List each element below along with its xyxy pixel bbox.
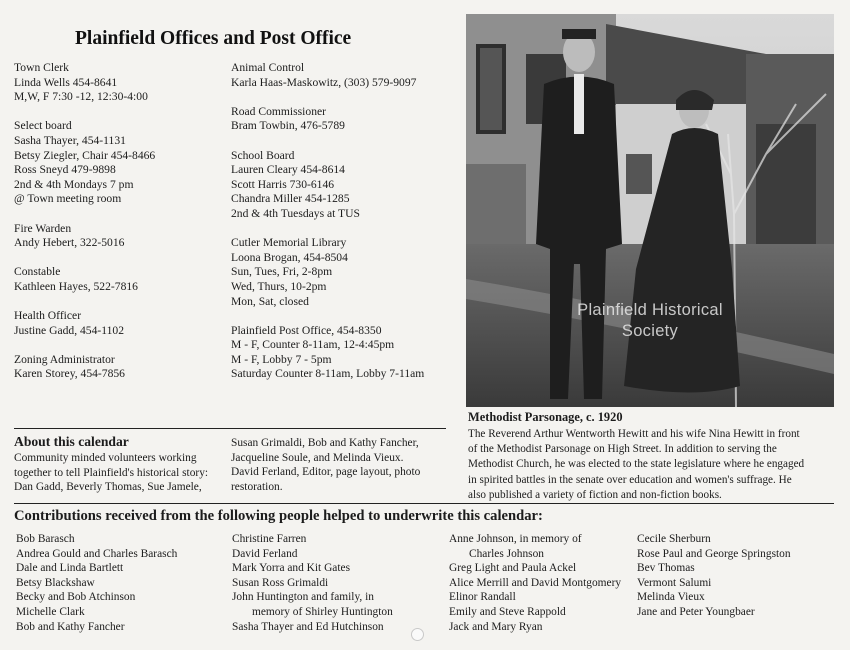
contributor-name: Bob and Kathy Fancher <box>16 620 125 633</box>
office-detail: M - F, Counter 8-11am, 12-4:45pm <box>231 338 395 352</box>
page-title: Plainfield Offices and Post Office <box>75 28 352 49</box>
parsonage-photo-illustration <box>466 14 834 407</box>
office-detail: Ross Sneyd 479-9898 <box>14 163 116 177</box>
office-detail: Betsy Ziegler, Chair 454-8466 <box>14 148 156 162</box>
office-detail: Andy Hebert, 322-5016 <box>14 236 125 250</box>
about-line: together to tell Plainfield's historical story: <box>14 466 209 479</box>
office-detail: Sun, Tues, Fri, 2-8pm <box>231 265 333 279</box>
contributor-name: Vermont Salumi <box>637 576 712 589</box>
watermark-line: Plainfield Historical <box>577 301 723 319</box>
contributor-name: Christine Farren <box>232 533 307 545</box>
about-line: Jacqueline Soule, and Melinda Vieux. <box>231 451 404 464</box>
office-detail: Scott Harris 730-6146 <box>231 177 335 191</box>
contributor-name: David Ferland <box>232 547 298 560</box>
office-name: Road Commissioner <box>231 104 327 118</box>
office-detail: Bram Towbin, 476-5789 <box>231 119 345 133</box>
caption-line: Methodist Church, he was elected to the state legislature where he engaged <box>468 458 805 471</box>
contributor-name: Sasha Thayer and Ed Hutchinson <box>232 620 384 633</box>
about-text-right <box>231 436 441 494</box>
caption-line: The Reverend Arthur Wentworth Hewitt and his wife Nina Hewitt in front <box>468 428 800 440</box>
office-detail: Karla Haas-Maskowitz, (303) 579-9097 <box>231 75 417 89</box>
binding-hole <box>411 628 424 641</box>
office-entry <box>14 353 219 382</box>
office-detail: Chandra Miller 454-1285 <box>231 192 350 206</box>
office-name: Plainfield Post Office, 454-8350 <box>231 323 382 337</box>
about-line: Community minded volunteers working <box>14 452 197 464</box>
contributor-name: Betsy Blackshaw <box>16 576 95 589</box>
office-detail: M,W, F 7:30 -12, 12:30-4:00 <box>14 90 148 104</box>
office-detail: Lauren Cleary 454-8614 <box>231 163 345 177</box>
contributor-name: Bob Barasch <box>16 533 75 545</box>
caption-line: also published a variety of fiction and non-fiction books. <box>468 488 722 501</box>
office-name: Select board <box>14 119 72 133</box>
about-line: restoration. <box>231 480 283 493</box>
office-detail: Mon, Sat, closed <box>231 294 309 308</box>
caption-line: of the Methodist Parsonage on High Street. In addition to serving the <box>468 443 777 456</box>
watermark <box>466 300 834 342</box>
office-detail: Saturday Counter 8-11am, Lobby 7-11am <box>231 367 425 381</box>
contributors-column <box>232 532 393 634</box>
office-entry <box>14 309 219 338</box>
contributor-name: Melinda Vieux <box>637 591 705 604</box>
offices-right-column <box>231 61 463 382</box>
contributor-name: Alice Merrill and David Montgomery <box>449 576 622 589</box>
contributors-column <box>16 532 177 634</box>
office-detail: M - F, Lobby 7 - 5pm <box>231 352 332 366</box>
office-detail: @ Town meeting room <box>14 192 122 206</box>
watermark-line: Society <box>621 322 679 340</box>
about-divider <box>14 428 446 429</box>
contributor-name: memory of Shirley Huntington <box>252 605 393 618</box>
about-line: David Ferland, Editor, page layout, photo <box>231 466 421 479</box>
photo-caption-title: Methodist Parsonage, c. 1920 <box>468 410 623 424</box>
contributor-name: Cecile Sherburn <box>637 533 711 545</box>
office-detail: Loona Brogan, 454-8504 <box>231 250 348 264</box>
office-entry <box>14 119 219 207</box>
office-detail: 2nd & 4th Tuesdays at TUS <box>231 206 360 220</box>
office-detail: Sasha Thayer, 454-1131 <box>14 133 126 147</box>
office-entry <box>231 324 463 382</box>
office-detail: Justine Gadd, 454-1102 <box>14 323 125 337</box>
contributor-name: Mark Yorra and Kit Gates <box>232 562 350 575</box>
contributor-name: Rose Paul and George Springston <box>637 547 791 560</box>
contributor-name: Andrea Gould and Charles Barasch <box>16 547 178 560</box>
offices-left-column <box>14 61 219 382</box>
office-name: Town Clerk <box>14 61 69 74</box>
office-entry <box>14 61 219 105</box>
contributor-name: Charles Johnson <box>469 547 544 560</box>
office-name: Animal Control <box>231 61 305 74</box>
office-name: Health Officer <box>14 309 82 323</box>
office-detail: Karen Storey, 454-7856 <box>14 367 125 381</box>
office-detail: Kathleen Hayes, 522-7816 <box>14 279 138 293</box>
contributor-name: Michelle Clark <box>16 605 85 618</box>
contributor-name: Emily and Steve Rappold <box>449 605 566 618</box>
office-entry <box>231 105 463 134</box>
office-detail: Wed, Thurs, 10-2pm <box>231 279 327 293</box>
office-entry <box>14 265 219 294</box>
about-line: Susan Grimaldi, Bob and Kathy Fancher, <box>231 437 419 449</box>
historical-photo <box>466 14 834 407</box>
office-entry <box>231 236 463 309</box>
office-name: Cutler Memorial Library <box>231 236 347 250</box>
office-entry <box>231 61 463 90</box>
about-line: Dan Gadd, Beverly Thomas, Sue Jamele, <box>14 481 202 494</box>
contributor-name: Greg Light and Paula Ackel <box>449 562 577 575</box>
contributor-name: Susan Ross Grimaldi <box>232 576 329 589</box>
photo-caption-body <box>468 427 836 503</box>
contributions-divider <box>14 503 834 504</box>
office-name: Fire Warden <box>14 221 72 235</box>
contributor-name: Becky and Bob Atchinson <box>16 591 136 604</box>
office-entry <box>231 149 463 222</box>
contributor-name: John Huntington and family, in <box>232 591 374 604</box>
contributors-column <box>637 532 791 620</box>
contributor-name: Anne Johnson, in memory of <box>449 533 582 545</box>
about-text-left <box>14 451 219 495</box>
office-name: School Board <box>231 148 295 162</box>
contributors-column <box>449 532 621 634</box>
caption-line: in spirited battles in the senate over education and women's suffrage. He <box>468 473 792 486</box>
contributor-name: Jane and Peter Youngbaer <box>637 605 755 618</box>
contributor-name: Dale and Linda Bartlett <box>16 562 124 575</box>
contributor-name: Elinor Randall <box>449 591 516 604</box>
office-name: Constable <box>14 265 61 279</box>
about-heading: About this calendar <box>14 434 129 449</box>
office-entry <box>14 222 219 251</box>
contributor-name: Bev Thomas <box>637 562 695 575</box>
office-detail: 2nd & 4th Mondays 7 pm <box>14 177 134 191</box>
office-detail: Linda Wells 454-8641 <box>14 75 118 89</box>
contributor-name: Jack and Mary Ryan <box>449 620 543 633</box>
contributions-heading: Contributions received from the following people helped to underwrite this calendar: <box>14 508 543 524</box>
office-name: Zoning Administrator <box>14 352 115 366</box>
